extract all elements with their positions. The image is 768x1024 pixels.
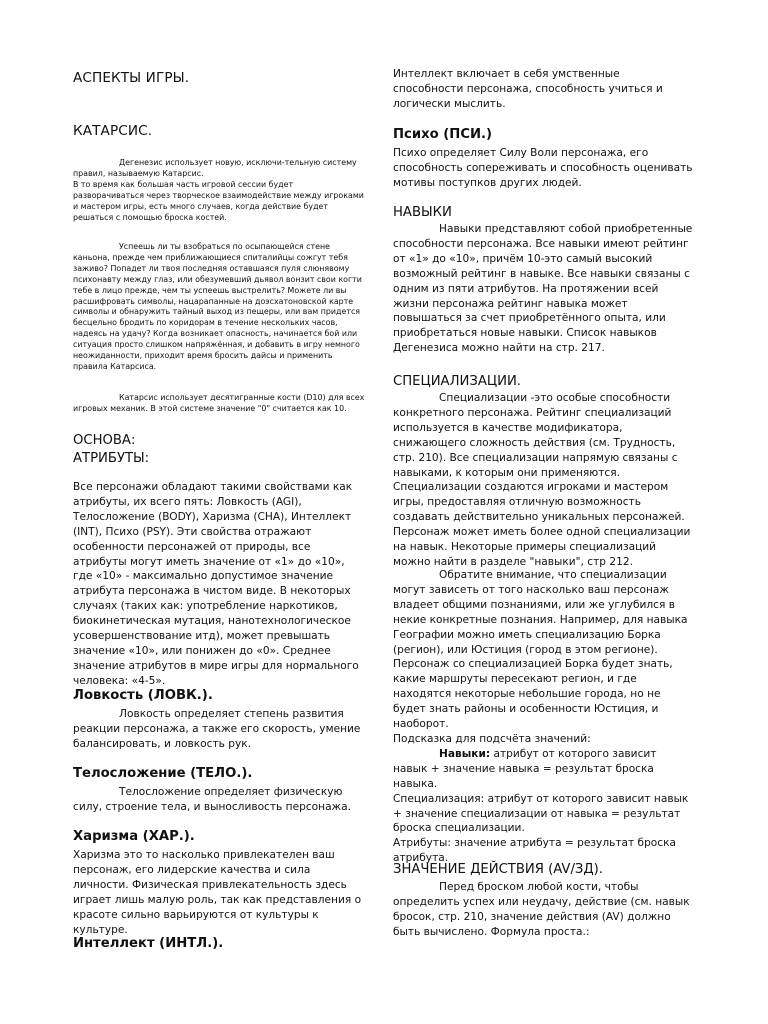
catharsis-paragraph-3: Катарсис использует десятигранные кости (D10) для всех игровых механик. В этой системе значение "0" считается как 10. [73,393,365,413]
specializations-title: СПЕЦИАЛИЗАЦИИ. [393,374,521,389]
attributes-text: Все персонажи обладают такими свойствами как атрибуты, их всего пять: Ловкость (AGI), Телосложение (BODY), Харизма (CHA), Интеллект (INT), Психо (PSY). Эти свойства отражают особенности персонажей от природы, все атрибуты могут иметь значение от «1» до «10», где «10» - максимально допустимое значение атрибута персонажа в чистом виде. В некоторых случаях (таких как: употребление наркотиков, биокинетическая мутация, нанотехнологическое усовершенствование итд), может превышать значение «10», или понижен до «0». Среднее значение атрибутов в мире игры для нормального человека: «4-5». [73,481,359,687]
hint-skills-label: Навыки: [439,747,491,760]
agility-text: Ловкость определяет степень развития реакции персонажа, а также его скорость, умение балансировать, и ловкость рук. [73,708,361,750]
title-aspects: АСПЕКТЫ ИГРЫ. [73,70,190,86]
skills-title: НАВЫКИ [393,205,452,220]
hint-block [393,732,693,866]
skills-text: Навыки представляют собой приобретенные способности персонажа. Все навыки имеют рейтинг от «1» до «10», причём 10-это самый высокий возможный рейтинг в навыке. Все навыки связаны с одним из пяти атрибутов. На протяжении всей жизни персонажа рейтинг навыка может повышаться за счет приобретённого опыта, или приобретаться новые навыки. Список навыков Дегенезиса можно найти на стр. 217. [393,223,693,355]
specializations-paragraph-2: Обратите внимание, что специализации могут зависеть от того насколько ваш персонаж владеет общими познаниями, или же углубился в некие конкретные познания. Например, для навыка Географии можно иметь специализацию Борка (регион), или Юстиция (город в этом регионе). Персонаж со специализацией Борка будет знать, какие маршруты пересекают регион, и где находятся некоторые небольшие города, но не будет знать районы и особенности Юстиция, и наоборот. [393,569,688,731]
body-text: Телосложение определяет физическую силу, строение тела, и выносливость персонажа. [73,786,351,813]
action-value-text: Перед броском любой кости, чтобы определить успех или неудачу, действие (см. навык бросок, стр. 210, значение действия (AV) должно быть вычислено. Формула проста.: [393,881,690,938]
psycho-title: Психо (ПСИ.) [393,127,493,142]
intellect-text: Интеллект включает в себя умственные способности персонажа, способность учиться и логически мыслить. [393,68,663,110]
specializations-paragraph-1: Специализации -это особые способности конкретного персонажа. Рейтинг специализаций используется в качестве модификатора, снижающего сложность действия (см. Трудность, стр. 210). Все специализации напрямую связаны с навыками, к которым они применяются. Специализации создаются игроками и мастером игры, предоставляя отличную возможность создавать действительно уникальных персонажей. Персонаж может иметь более одной специализации на навык. Некоторые примеры специализаций можно найти в разделе "навыки", стр 212. [393,392,691,568]
hint-skills-text: атрибут от которого зависит навык + значение навыка = результат броска навыка. [393,747,657,790]
body-title: Телосложение (ТЕЛО.). [73,766,253,781]
intellect-title: Интеллект (ИНТЛ.). [73,936,224,951]
catharsis-paragraph-1b: В то время как большая часть игровой сессии будет разворачиваться через творческое взаимодействие между игроками и мастером игры, есть много случаев, когда действие будет решаться с помощью броска костей. [73,179,364,222]
title-basis: ОСНОВА: [73,433,136,448]
title-attributes: АТРИБУТЫ: [73,451,150,466]
title-catharsis: КАТАРСИС. [73,123,153,139]
agility-title: Ловкость (ЛОВК.). [73,688,213,703]
action-value-title: ЗНАЧЕНИЕ ДЕЙСТВИЯ (AV/ЗД). [393,862,603,877]
hint-title: Подсказка для подсчёта значений: [393,733,591,745]
hint-attributes: Атрибуты: значение атрибута = результат броска атрибута. [393,837,676,865]
catharsis-intro [73,158,365,223]
charisma-text: Харизма это то насколько привлекателен ваш персонаж, его лидерские качества и сила личности. Физическая привлекательность здесь играет лишь малую роль, так как представления о красоте сильно варьируются от культуры к культуре. [73,849,362,936]
catharsis-paragraph-1: Дегенезис использует новую, исключи-тельную систему правил, называемую Катарсис. [73,158,357,178]
catharsis-paragraph-2: Успеешь ли ты взобраться по осыпающейся стене каньона, прежде чем приближающиеся спиталийцы сожгут тебя заживо? Попадет ли твоя последняя оставшаяся пуля слюнявому психонавту между глаз, или обезумевший дьявол вонзит свои когти тебе в лицо прежде, чем ты успеешь выстрелить? Можете ли вы расшифровать символы, нацарапанные на доэсхатоновской карте символы и обнаружить тайный выход из пещеры, или вам придется бесцельно бродить по коридорам в течение нескольких часов, надеясь на удачу? Когда возникает опасность, начинается бой или ситуация просто слишком напряжённая, и добавить в игру немного неожиданности, приходит время бросить дайсы и применить правила Катарсиса. [73,242,362,371]
hint-skills [393,747,693,792]
charisma-title: Харизма (ХАР.). [73,829,195,844]
psycho-text: Психо определяет Силу Воли персонажа, его способность сопереживать и способность оценивать мотивы поступков других людей. [393,147,693,189]
hint-specialization: Специализация: атрибут от которого зависит навык + значение специализации от навыка = результат броска специализации. [393,792,689,835]
